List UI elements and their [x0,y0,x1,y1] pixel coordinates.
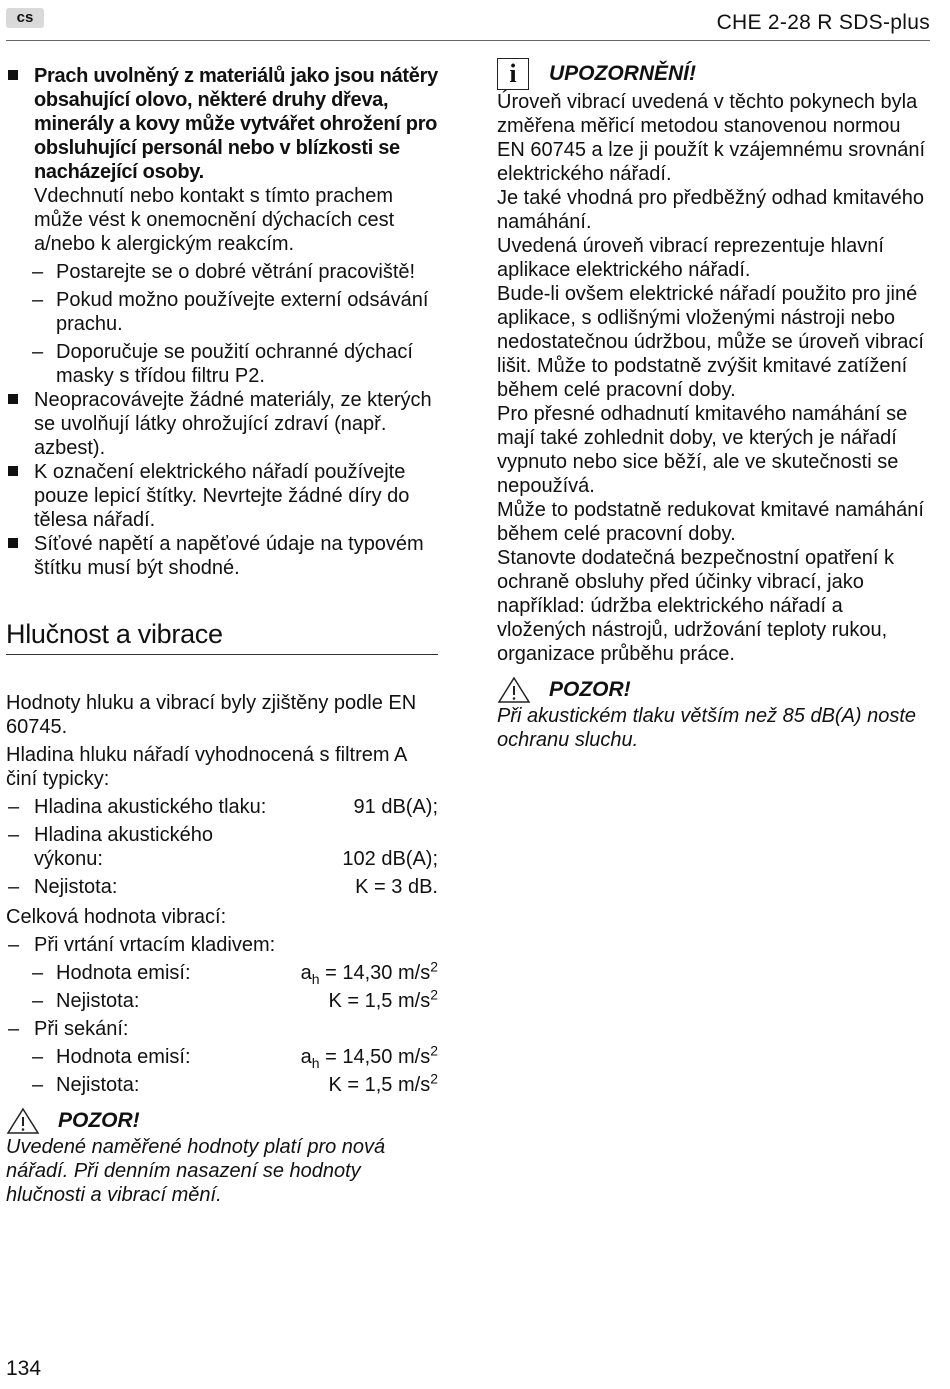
vibration-value: $a_h = 14,50$ $m/s^2$ [300,1042,438,1071]
dust-hazard-warning: Prach uvolněný z materiálů jako jsou nátěry obsahující olovo, některé druhy dřeva, minerály a kovy může vytvářet ohrožení pro obsluhující personál nebo v blízkosti se nacházející osoby. [34,65,438,183]
vibration-row [6,986,438,1013]
warning-header [6,1107,438,1135]
warning-triangle-icon [497,676,531,704]
bullet-item: K označení elektrického nářadí používejte pouze lepicí štítky. Nevrtejte žádné díry do tělesa nářadí. [6,460,438,532]
vibration-label: – Hodnota emisí: [56,962,191,984]
language-tag: cs [6,8,44,28]
vibration-value: K = 1,5 $m/s^2$ [328,1070,438,1096]
noise-label: – Hladina akustického [34,824,213,846]
vibration-label: – Nejistota: [56,990,140,1012]
dash-item: – Postarejte se o dobré větrání pracoviště! [6,260,438,284]
info-icon: i [497,58,529,90]
paragraph: Úroveň vibrací uvedená v těchto pokynech byla změřena měřicí metodou stanovenou normou EN 60745 a lze ji použít k vzájemnému srovnání elektrického nářadí. [497,91,925,185]
noise-value: 91 dB(A); [353,796,438,818]
noise-row [6,875,438,899]
dash-item: – Doporučuje se použití ochranné dýchací masky s třídou filtru P2. [6,340,438,388]
noise-value: 102 dB(A); [342,848,438,870]
vibration-label: – Hodnota emisí: [56,1046,191,1068]
paragraph: Hodnoty hluku a vibrací byly zjištěny podle EN 60745. [6,692,417,738]
vibration-value: $a_h = 14,30$ $m/s^2$ [300,958,438,987]
warning-text: Při akustickém tlaku větším než 85 dB(A) noste ochranu sluchu. [497,705,917,751]
notice-header [497,58,929,90]
warning-triangle-icon [6,1107,40,1135]
vibration-row [6,1070,438,1097]
warning-label: POZOR! [549,678,631,701]
bullet-dust-hazard [6,64,438,256]
vibration-row [6,1042,438,1071]
page-number: 134 [6,1357,42,1380]
vibration-item: – Při vrtání vrtacím kladivem: [6,933,438,957]
paragraph: Celková hodnota vibrací: [6,906,227,928]
dust-hazard-text: Vdechnutí nebo kontakt s tímto prachem může vést k onemocnění dýchacích cest a/nebo k alergickým reakcím. [34,185,395,255]
paragraph: Stanovte dodatečná bezpečnostní opatření k ochraně obsluhy před účinky vibrací, jako například: údržba elektrického nářadí a vložených nástrojů, udržování teploty rukou, organizace průběhu práce. [497,547,894,665]
noise-value: K = 3 dB. [355,876,438,898]
paragraph: Může to podstatně redukovat kmitavé namáhání během celé pracovní doby. [497,499,924,545]
paragraph: Pro přesné odhadnutí kmitavého namáhání se mají také zohlednit doby, ve kterých je nářadí vypnuto nebo sice běží, ale ve skutečnosti se nepoužívá. [497,403,908,497]
model-title: CHE 2-28 R SDS-plus [716,11,930,34]
vibration-row [6,958,438,987]
bullet-item: Neopracovávejte žádné materiály, ze kterých se uvolňují látky ohrožující zdraví (např. azbest). [6,388,438,460]
paragraph: Hladina hluku nářadí vyhodnocená s filtrem A činí typicky: [6,744,407,790]
noise-row [6,823,438,871]
warning-header [497,676,929,704]
right-column [497,58,929,752]
warning-label: POZOR! [58,1109,140,1132]
noise-row [6,795,438,819]
paragraph: Uvedená úroveň vibrací reprezentuje hlavní aplikace elektrického nářadí. [497,235,884,281]
bullet-item: Síťové napětí a napěťové údaje na typovém štítku musí být shodné. [6,532,438,580]
section-heading: Hlučnost a vibrace [6,618,438,655]
warning-text: Uvedené naměřené hodnoty platí pro nová nářadí. Při denním nasazení se hodnoty hlučnosti a vibrací mění. [6,1136,386,1206]
header-divider [6,40,930,41]
left-column [6,64,438,1207]
vibration-label: – Nejistota: [56,1074,140,1096]
notice-label: UPOZORNĚNÍ! [549,62,696,85]
paragraph: Je také vhodná pro předběžný odhad kmitavého namáhání. [497,187,924,233]
noise-label: výkonu: [34,848,103,870]
noise-label: – Hladina akustického tlaku: [34,796,267,818]
dash-item: – Pokud možno používejte externí odsávání prachu. [6,288,438,336]
vibration-value: K = 1,5 $m/s^2$ [328,986,438,1012]
noise-label: – Nejistota: [34,876,118,898]
vibration-item: – Při sekání: [6,1017,438,1041]
paragraph: Bude-li ovšem elektrické nářadí použito pro jiné aplikace, s odlišnými vloženými nástroji nebo nedostatečnou údržbou, může se úroveň vibrací lišit. Může to podstatně zvýšit kmitavé zatížení během celé pracovní doby. [497,283,924,401]
